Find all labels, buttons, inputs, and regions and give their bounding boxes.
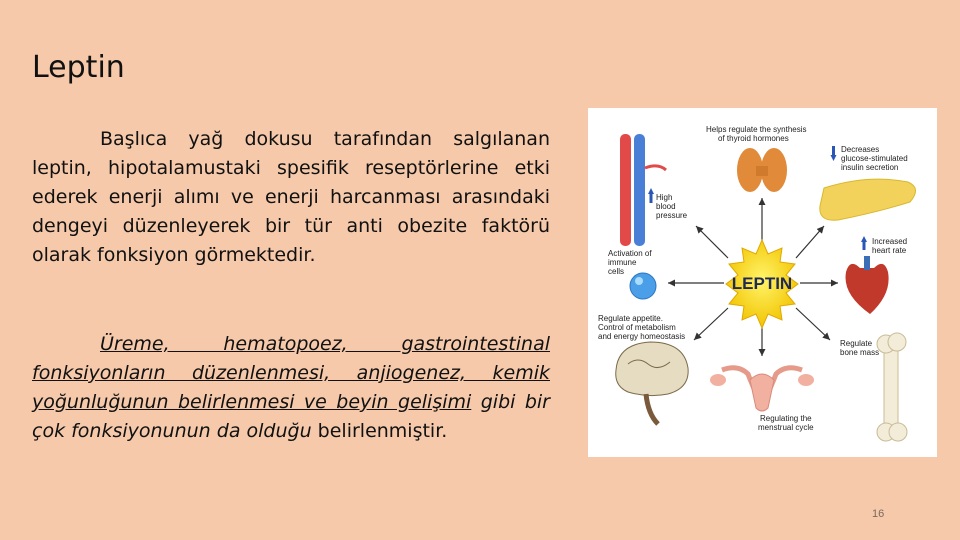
thyroid-icon — [737, 148, 787, 192]
uterus-icon — [710, 368, 814, 411]
page-number: 16 — [872, 508, 885, 520]
heart-icon — [846, 256, 889, 314]
label-heart-1: Increased — [872, 237, 908, 246]
label-menstrual-2: menstrual cycle — [758, 423, 814, 432]
label-thyroid-2: of thyroid hormones — [718, 134, 789, 143]
brain-icon — [616, 342, 688, 424]
label-insulin-2: glucose-stimulated — [841, 154, 908, 163]
label-bone-2: bone mass — [840, 348, 880, 357]
label-immune-3: cells — [608, 267, 625, 276]
label-appetite-1: Regulate appetite. — [598, 314, 663, 323]
paragraph-leptin-definition — [32, 125, 550, 270]
immune-cell-icon — [630, 273, 656, 299]
pancreas-icon — [820, 179, 916, 220]
label-bone-1: Regulate — [840, 339, 873, 348]
label-thyroid-1: Helps regulate the synthesis — [706, 125, 807, 134]
leptin-effects-diagram — [588, 108, 937, 457]
leptin-center — [726, 240, 798, 328]
label-bp-1: High — [656, 193, 673, 202]
bone-icon — [877, 333, 907, 441]
arrow-up-icon — [861, 236, 867, 250]
paragraph2-functions-list: Üreme, hematopoez, gastrointestinal fonksiyonların düzenlenmesi, anjiogenez, kemik yoğunluğunun belirlenmesi ve beyin gelişimi — [32, 333, 550, 413]
leptin-diagram-svg — [588, 108, 937, 457]
label-insulin-3: insulin secretion — [841, 163, 899, 172]
label-appetite-3: and energy homeostasis — [598, 332, 686, 341]
label-menstrual-1: Regulating the — [760, 414, 812, 423]
blood-vessels-icon — [620, 134, 666, 246]
paragraph2-ending: belirlenmiştir. — [317, 420, 448, 442]
label-appetite-2: Control of metabolism — [598, 323, 676, 332]
label-bp-3: pressure — [656, 211, 688, 220]
label-immune-1: Activation of — [608, 249, 652, 258]
slide-title: Leptin — [32, 50, 125, 85]
paragraph1-text: Başlıca yağ dokusu tarafından salgılanan leptin, hipotalamustaki spesifik reseptörlerine etki ederek enerji alımı ve enerji harcanması arasındaki dengeyi düzenleyerek bir tür anti obezite faktörü olarak fonksiyon görmektedir. — [32, 128, 550, 266]
label-bp-2: blood — [656, 202, 676, 211]
label-immune-2: immune — [608, 258, 637, 267]
label-insulin-1: Decreases — [841, 145, 880, 154]
arrow-up-icon — [648, 188, 654, 203]
paragraph2-continuation: gibi bir çok fonksiyonunun da olduğu — [32, 391, 550, 442]
arrow-down-icon — [831, 146, 837, 161]
paragraph-leptin-functions — [32, 330, 550, 446]
label-heart-2: heart rate — [872, 246, 907, 255]
leptin-center-label: LEPTIN — [731, 274, 793, 293]
